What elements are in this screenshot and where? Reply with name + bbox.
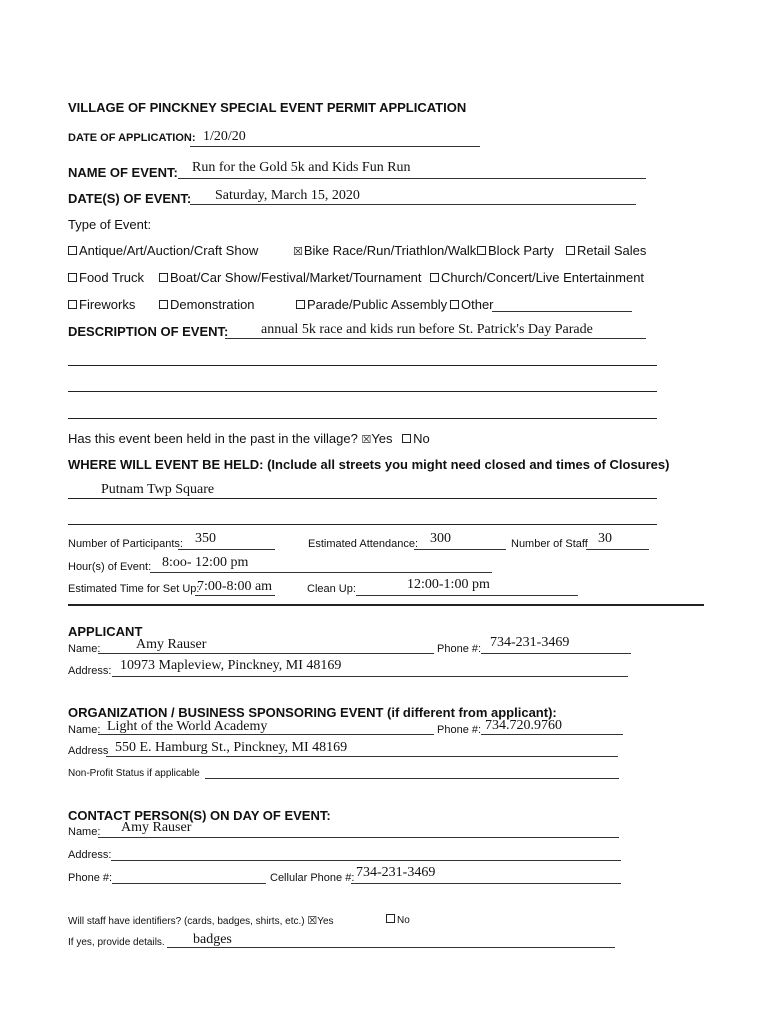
option-fireworks[interactable]: Fireworks [68, 297, 135, 312]
dates-of-event-line [190, 204, 636, 205]
organization-address-value[interactable]: 550 E. Hamburg St., Pinckney, MI 48169 [115, 740, 348, 755]
checkbox-icon[interactable] [450, 300, 459, 309]
hours-label: Hour(s) of Event: [68, 561, 152, 573]
contact-name-value[interactable]: Amy Rauser [121, 820, 192, 835]
participants-label: Number of Participants: [68, 538, 183, 550]
description-label: DESCRIPTION OF EVENT: [68, 324, 229, 339]
contact-address-label: Address: [68, 849, 112, 861]
contact-name-line [98, 837, 619, 838]
description-line-2[interactable] [68, 365, 657, 366]
applicant-name-label: Name: [68, 643, 101, 655]
checkbox-icon[interactable] [430, 273, 439, 282]
organization-phone-line [481, 734, 623, 735]
where-line-1 [68, 498, 657, 499]
description-line-3[interactable] [68, 391, 657, 392]
name-of-event-label: NAME OF EVENT: [68, 165, 178, 180]
contact-cell-label: Cellular Phone #: [270, 872, 355, 884]
applicant-phone-value[interactable]: 734-231-3469 [490, 635, 570, 650]
contact-name-label: Name: [68, 826, 101, 838]
nonprofit-line[interactable] [205, 778, 619, 779]
staff-value[interactable]: 30 [598, 531, 612, 546]
cleanup-label: Clean Up: [307, 583, 356, 595]
option-retail-sales[interactable]: Retail Sales [566, 243, 646, 258]
participants-line [178, 549, 275, 550]
attendance-line [414, 549, 506, 550]
checkbox-icon[interactable] [477, 246, 486, 255]
where-line-2[interactable] [68, 524, 657, 525]
hours-line [150, 572, 492, 573]
cleanup-value[interactable]: 12:00-1:00 pm [407, 577, 490, 592]
contact-address-line[interactable] [111, 860, 621, 861]
checked-x-icon[interactable]: ☒ [307, 915, 318, 927]
date-of-application-value[interactable]: 1/20/20 [203, 129, 246, 144]
hours-value[interactable]: 8:oo- 12:00 pm [162, 555, 249, 570]
applicant-name-line [98, 653, 434, 654]
applicant-address-label: Address: [68, 665, 112, 677]
staff-line [586, 549, 649, 550]
date-of-application-label: DATE OF APPLICATION: [68, 132, 196, 144]
option-bike-race[interactable]: ☒Bike Race/Run/Triathlon/Walk [293, 243, 477, 258]
setup-line [195, 595, 275, 596]
type-of-event-label: Type of Event: [68, 217, 152, 232]
participants-value[interactable]: 350 [195, 531, 216, 546]
option-demonstration[interactable]: Demonstration [159, 297, 255, 312]
applicant-address-line [112, 676, 628, 677]
checkbox-icon[interactable] [296, 300, 305, 309]
checkbox-icon[interactable] [68, 300, 77, 309]
form-title: VILLAGE OF PINCKNEY SPECIAL EVENT PERMIT APPLICATION [68, 100, 467, 115]
organization-heading: ORGANIZATION / BUSINESS SPONSORING EVENT (if different from applicant): [68, 705, 557, 720]
details-value[interactable]: badges [193, 932, 232, 947]
applicant-address-value[interactable]: 10973 Mapleview, Pinckney, MI 48169 [120, 658, 342, 673]
option-parade[interactable]: Parade/Public Assembly [296, 297, 447, 312]
checkbox-icon[interactable] [159, 273, 168, 282]
contact-phone-line[interactable] [112, 883, 266, 884]
cleanup-line [356, 595, 578, 596]
option-church-concert[interactable]: Church/Concert/Live Entertainment [430, 270, 644, 285]
checkbox-icon[interactable] [386, 914, 395, 923]
where-label: WHERE WILL EVENT BE HELD: (Include all streets you might need closed and times of Closures) [68, 457, 670, 472]
checkbox-icon[interactable] [68, 273, 77, 282]
organization-address-line [106, 756, 618, 757]
section-divider [68, 604, 704, 606]
organization-name-label: Name: [68, 724, 101, 736]
checkbox-icon[interactable] [68, 246, 77, 255]
option-food-truck[interactable]: Food Truck [68, 270, 144, 285]
identifiers-question: Will staff have identifiers? (cards, badges, shirts, etc.) ☒Yes [68, 915, 334, 927]
organization-phone-label: Phone #: [437, 724, 482, 736]
checked-x-icon[interactable]: ☒ [293, 246, 303, 258]
description-value[interactable]: annual 5k race and kids run before St. Patrick's Day Parade [261, 322, 593, 337]
description-line-4[interactable] [68, 418, 657, 419]
attendance-value[interactable]: 300 [430, 531, 451, 546]
name-of-event-value[interactable]: Run for the Gold 5k and Kids Fun Run [192, 160, 411, 175]
details-label: If yes, provide details. [68, 937, 165, 948]
date-of-application-line [190, 146, 480, 147]
dates-of-event-value[interactable]: Saturday, March 15, 2020 [215, 188, 360, 203]
dates-of-event-label: DATE(S) OF EVENT: [68, 191, 192, 206]
nonprofit-label: Non-Profit Status if applicable [68, 768, 200, 779]
checkbox-icon[interactable] [566, 246, 575, 255]
applicant-phone-line [481, 653, 631, 654]
other-line [492, 311, 632, 312]
details-line [167, 947, 615, 948]
contact-cell-line [351, 883, 621, 884]
option-antique[interactable]: Antique/Art/Auction/Craft Show [68, 243, 258, 258]
applicant-heading: APPLICANT [68, 624, 143, 639]
organization-phone-value[interactable]: 734.720.9760 [485, 718, 562, 733]
checkbox-icon[interactable] [159, 300, 168, 309]
applicant-phone-label: Phone #: [437, 643, 482, 655]
option-other[interactable]: Other [450, 297, 494, 312]
applicant-name-value[interactable]: Amy Rauser [136, 637, 207, 652]
where-value[interactable]: Putnam Twp Square [101, 482, 215, 497]
setup-value[interactable]: 7:00-8:00 am [197, 579, 273, 594]
identifiers-no-option[interactable]: No [386, 914, 410, 926]
held-before-question: Has this event been held in the past in the village? ☒Yes No [68, 431, 430, 446]
checkbox-icon[interactable] [402, 434, 411, 443]
staff-label: Number of Staff [511, 538, 588, 550]
name-of-event-line [178, 178, 646, 179]
contact-cell-value[interactable]: 734-231-3469 [356, 865, 436, 880]
attendance-label: Estimated Attendance: [308, 538, 419, 550]
organization-name-value[interactable]: Light of the World Academy [107, 719, 268, 734]
contact-heading: CONTACT PERSON(S) ON DAY OF EVENT: [68, 808, 331, 823]
setup-label: Estimated Time for Set Up: [68, 583, 200, 595]
option-boat-car-show[interactable]: Boat/Car Show/Festival/Market/Tournament [159, 270, 421, 285]
organization-address-label: Address [68, 745, 109, 757]
contact-phone-label: Phone #: [68, 872, 113, 884]
option-block-party[interactable]: Block Party [477, 243, 554, 258]
checked-x-icon[interactable]: ☒ [361, 434, 372, 446]
description-line [225, 338, 646, 339]
